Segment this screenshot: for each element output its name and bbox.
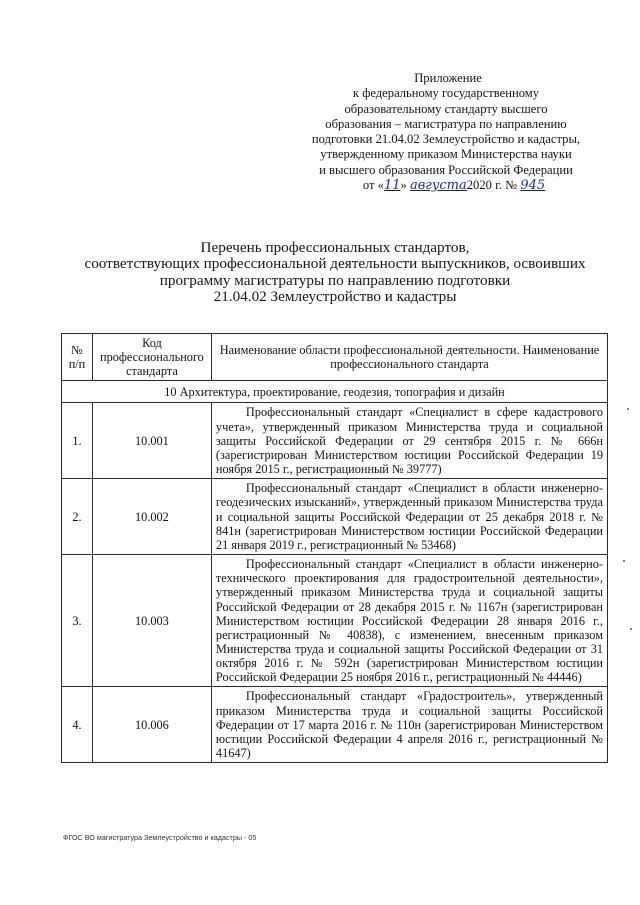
title-line: программу магистратуры по направлению подготовки [159,271,511,289]
table-row [62,687,608,763]
date-prefix: от « [362,178,384,193]
appendix-block [300,71,592,193]
section-title: 10 Архитектура, проектирование, геодезия, топография и дизайн [62,381,608,403]
title-line: 21.04.02 Землеустройство и кадастры [213,287,457,305]
row-code: 10.001 [92,403,211,479]
row-code: 10.002 [92,479,211,555]
appendix-line: образовательному стандарту высшего [344,101,548,116]
row-num: 4. [62,687,93,763]
row-num: 1. [62,403,93,479]
header-code: Код профессионального стандарта [92,334,211,381]
title-line: Перечень профессиональных стандартов, [200,239,470,256]
row-code: 10.003 [92,555,211,687]
row-description: Профессиональный стандарт «Специалист в области инженерно-технического проектирования для градостроительной деятельности», утвержденный приказом Министерства труда и социальной защиты Российской Федерации от 28 декабря 2015 г. № 1167н (зарегистрирован Министерством юстиции Российской Федерации 28 января 2016 г., регистрационный № 40838), с изменением, внесенным приказом Министерства труда и социальной защиты Российской Федерации от 31 октября 2016 г. № 592н (зарегистрирован Министерством юстиции Российской Федерации 25 ноября 2016 г., регистрационный № 44446) [211,555,607,687]
row-description: Профессиональный стандарт «Специалист в сфере кадастрового учета», утвержденный приказом Министерства труда и социальной защиты Российской Федерации от 29 сентября 2015 г. № 666н (зарегистрирован Министерством юстиции Российской Федерации 19 ноября 2015 г., регистрационный № 39777) [211,403,607,479]
appendix-line: образования – магистратура по направлению [325,116,567,131]
header-num: № п/п [62,334,93,381]
document-title [40,240,630,305]
header-name: Наименование области профессиональной деятельности. Наименование профессионального стандарта [211,334,607,381]
row-num: 3. [62,555,93,687]
scan-speck [627,408,629,410]
appendix-line: утвержденному приказом Министерства науки [320,147,572,162]
scan-speck [630,628,632,630]
handwritten-order-number: 945 [520,178,546,194]
title-line: соответствующих профессиональной деятельности выпускников, освоивших [84,255,586,273]
row-code: 10.006 [92,687,211,763]
date-quote: » [400,178,407,193]
row-description: Профессиональный стандарт «Специалист в области инженерно-геодезических изысканий», утвержденный приказом Министерства труда и социальной защиты Российской Федерации от 25 декабря 2018 г. № 841н (зарегистрирован Министерством юстиции Российской Федерации 21 января 2019 г., регистрационный № 53468) [211,479,607,555]
appendix-line: к федеральному государственному [352,86,540,101]
table-header-row [62,334,608,381]
handwritten-day: 11 [383,178,401,194]
appendix-line: подготовки 21.04.02 Землеустройство и кадастры, [311,132,581,147]
table-row [62,403,608,479]
section-row [62,381,608,403]
row-num: 2. [62,479,93,555]
date-year: 2020 г. № [466,178,518,193]
scan-speck [623,560,625,562]
page-footer: ФГОС ВО магистратура Землеустройство и кадастры - 05 [63,833,257,842]
appendix-line: Приложение [414,71,482,85]
table-row [62,555,608,687]
handwritten-month: августа [409,178,467,194]
order-date-line [300,178,592,193]
standards-table [61,333,608,763]
appendix-line: и высшего образования Российской Федерации [319,162,573,177]
row-description: Профессиональный стандарт «Градостроитель», утвержденный приказом Министерства труда и социальной защиты Российской Федерации от 17 марта 2016 г. № 110н (зарегистрирован Министерством юстиции Российской Федерации 4 апреля 2016 г., регистрационный № 41647) [211,687,607,763]
table-row [62,479,608,555]
